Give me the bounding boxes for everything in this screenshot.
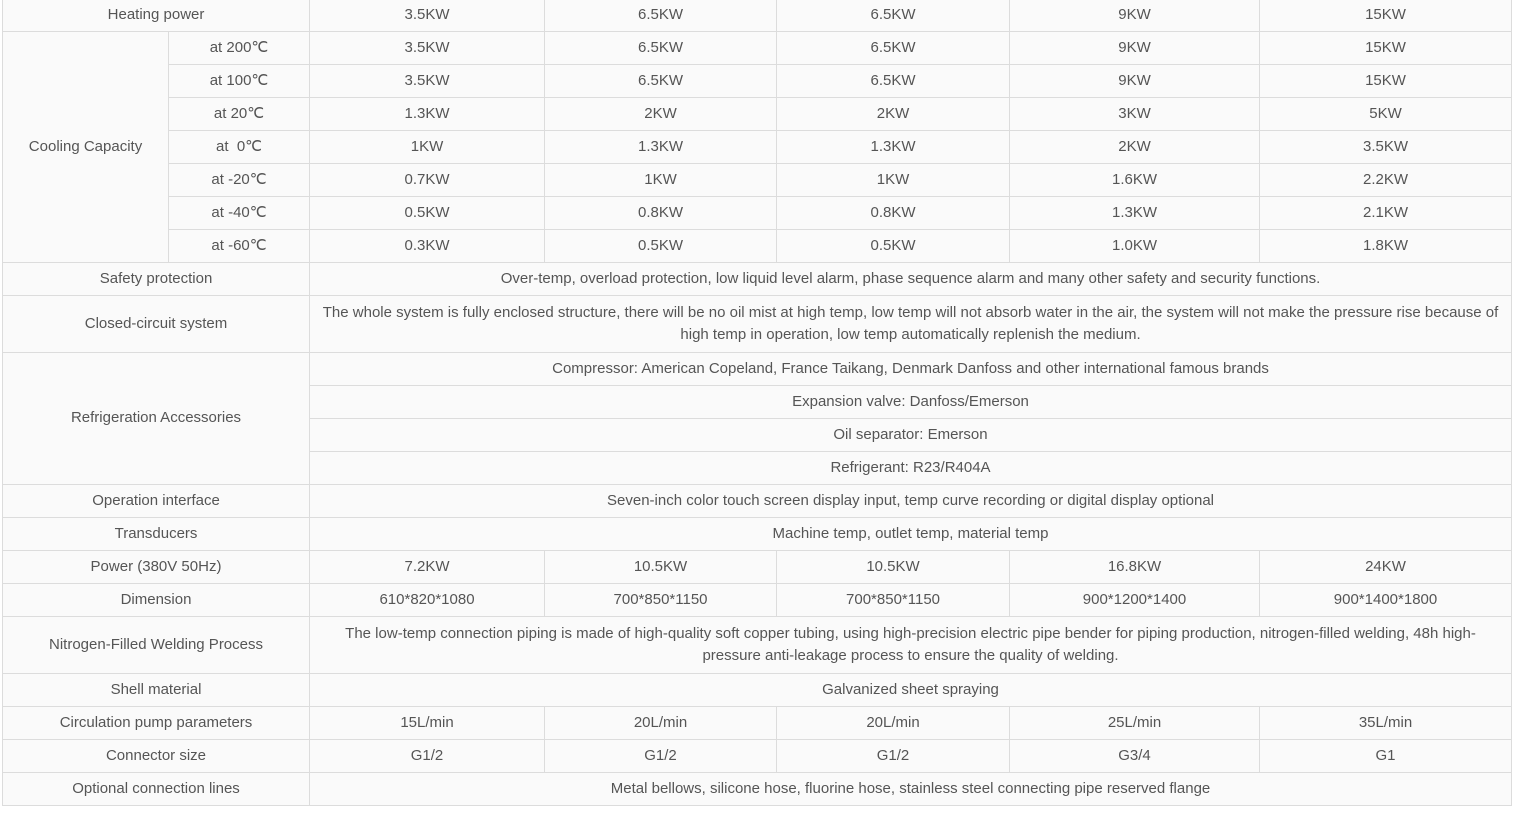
cell-value: 9KW [1010, 65, 1260, 98]
cell-value: 6.5KW [545, 0, 777, 32]
row-label: Operation interface [3, 485, 310, 518]
row-connector-size [3, 740, 1512, 773]
cell-value: 1KW [310, 131, 545, 164]
cell-value: Compressor: American Copeland, France Taikang, Denmark Danfoss and other international famous brands [310, 353, 1512, 386]
cell-value: 2KW [777, 98, 1010, 131]
row-cooling-capacity-sub [3, 164, 1512, 197]
row-connection-lines [3, 773, 1512, 806]
cell-value: G3/4 [1010, 740, 1260, 773]
cell-value: 900*1200*1400 [1010, 584, 1260, 617]
sub-label: at -60℃ [169, 230, 310, 263]
cell-value: 6.5KW [777, 65, 1010, 98]
row-label: Circulation pump parameters [3, 707, 310, 740]
cell-value: 3KW [1010, 98, 1260, 131]
row-cooling-capacity-sub [3, 65, 1512, 98]
row-cooling-capacity-sub [3, 131, 1512, 164]
cell-value: 0.5KW [310, 197, 545, 230]
cell-value: 610*820*1080 [310, 584, 545, 617]
cell-value: 24KW [1260, 551, 1512, 584]
row-label: Closed-circuit system [3, 296, 310, 353]
cell-value: The whole system is fully enclosed structure, there will be no oil mist at high temp, low temp will not absorb water in the air, the system will not make the pressure rise because of high temp in operation, low temp automatically replenish the medium. [310, 296, 1512, 353]
cell-value: 1KW [545, 164, 777, 197]
cell-value: 0.5KW [545, 230, 777, 263]
cell-value: 7.2KW [310, 551, 545, 584]
cell-value: 2.2KW [1260, 164, 1512, 197]
cell-value: 10.5KW [545, 551, 777, 584]
cell-value: 2.1KW [1260, 197, 1512, 230]
row-closed-circuit [3, 296, 1512, 353]
row-label: Connector size [3, 740, 310, 773]
row-transducers [3, 518, 1512, 551]
cell-value: 9KW [1010, 32, 1260, 65]
cell-value: 1.3KW [777, 131, 1010, 164]
row-label: Shell material [3, 674, 310, 707]
cell-value: Oil separator: Emerson [310, 419, 1512, 452]
cell-value: 0.5KW [777, 230, 1010, 263]
cell-value: The low-temp connection piping is made of high-quality soft copper tubing, using high-precision electric pipe bender for piping production, nitrogen-filled welding, 48h high-pressure anti-leakage process to ensure the quality of welding. [310, 617, 1512, 674]
cell-value: 700*850*1150 [777, 584, 1010, 617]
row-label: Heating power [3, 0, 310, 32]
sub-label: at 100℃ [169, 65, 310, 98]
row-label: Dimension [3, 584, 310, 617]
cell-value: 0.8KW [545, 197, 777, 230]
row-cooling-capacity-sub [3, 197, 1512, 230]
cell-value: 20L/min [777, 707, 1010, 740]
row-label: Transducers [3, 518, 310, 551]
cell-value: 6.5KW [545, 32, 777, 65]
sub-label: at -40℃ [169, 197, 310, 230]
sub-label: at 20℃ [169, 98, 310, 131]
cell-value: 900*1400*1800 [1260, 584, 1512, 617]
cell-value: G1 [1260, 740, 1512, 773]
cell-value: 1.3KW [310, 98, 545, 131]
cell-value: 9KW [1010, 0, 1260, 32]
cell-value: G1/2 [310, 740, 545, 773]
cell-value: 6.5KW [545, 65, 777, 98]
row-dimension [3, 584, 1512, 617]
row-label: Safety protection [3, 263, 310, 296]
cell-value: Machine temp, outlet temp, material temp [310, 518, 1512, 551]
cell-value: 1.3KW [545, 131, 777, 164]
cell-value: 20L/min [545, 707, 777, 740]
row-label: Power (380V 50Hz) [3, 551, 310, 584]
row-operation-interface [3, 485, 1512, 518]
cell-value: Metal bellows, silicone hose, fluorine hose, stainless steel connecting pipe reserved flange [310, 773, 1512, 806]
row-shell-material [3, 674, 1512, 707]
cell-value: 6.5KW [777, 0, 1010, 32]
cell-value: 3.5KW [1260, 131, 1512, 164]
cell-value: 1.6KW [1010, 164, 1260, 197]
row-cooling-capacity-sub [3, 230, 1512, 263]
cell-value: Seven-inch color touch screen display input, temp curve recording or digital display optional [310, 485, 1512, 518]
spec-table [2, 0, 1512, 806]
row-label: Refrigeration Accessories [3, 353, 310, 485]
cell-value: 3.5KW [310, 32, 545, 65]
cell-value: Refrigerant: R23/R404A [310, 452, 1512, 485]
row-nitrogen-welding [3, 617, 1512, 674]
cell-value: 2KW [1010, 131, 1260, 164]
row-pump-parameters [3, 707, 1512, 740]
cell-value: Over-temp, overload protection, low liquid level alarm, phase sequence alarm and many other safety and security functions. [310, 263, 1512, 296]
cell-value: Expansion valve: Danfoss/Emerson [310, 386, 1512, 419]
cell-value: 6.5KW [777, 32, 1010, 65]
cell-value: G1/2 [545, 740, 777, 773]
row-label: Nitrogen-Filled Welding Process [3, 617, 310, 674]
sub-label: at 0℃ [169, 131, 310, 164]
cell-value: 3.5KW [310, 0, 545, 32]
row-heating-power [3, 0, 1512, 32]
cell-value: Galvanized sheet spraying [310, 674, 1512, 707]
cell-value: 2KW [545, 98, 777, 131]
row-cooling-capacity-sub [3, 98, 1512, 131]
row-cooling-capacity [3, 32, 1512, 65]
cell-value: G1/2 [777, 740, 1010, 773]
row-refrigeration-accessories [3, 353, 1512, 386]
row-power [3, 551, 1512, 584]
row-safety-protection [3, 263, 1512, 296]
cell-value: 0.8KW [777, 197, 1010, 230]
cell-value: 5KW [1260, 98, 1512, 131]
cell-value: 0.3KW [310, 230, 545, 263]
cell-value: 15KW [1260, 0, 1512, 32]
cell-value: 1KW [777, 164, 1010, 197]
cell-value: 700*850*1150 [545, 584, 777, 617]
sub-label: at -20℃ [169, 164, 310, 197]
cell-value: 10.5KW [777, 551, 1010, 584]
cell-value: 3.5KW [310, 65, 545, 98]
cell-value: 15KW [1260, 32, 1512, 65]
cell-value: 16.8KW [1010, 551, 1260, 584]
cell-value: 1.0KW [1010, 230, 1260, 263]
row-label: Cooling Capacity [3, 32, 169, 263]
cell-value: 15KW [1260, 65, 1512, 98]
sub-label: at 200℃ [169, 32, 310, 65]
cell-value: 1.3KW [1010, 197, 1260, 230]
cell-value: 35L/min [1260, 707, 1512, 740]
row-label: Optional connection lines [3, 773, 310, 806]
cell-value: 1.8KW [1260, 230, 1512, 263]
cell-value: 15L/min [310, 707, 545, 740]
cell-value: 25L/min [1010, 707, 1260, 740]
cell-value: 0.7KW [310, 164, 545, 197]
